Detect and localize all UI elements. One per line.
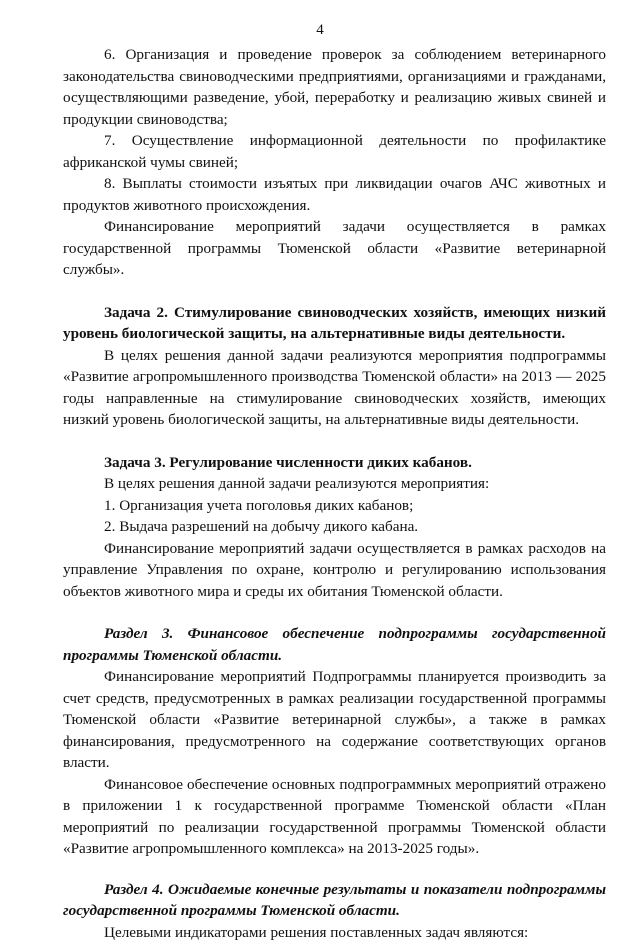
section-4-text: Целевыми индикаторами решения поставленных задач являются: [63,922,606,943]
section-3-heading: Раздел 3. Финансовое обеспечение подпрограммы государственной программы Тюменской области. [63,623,606,666]
section-4-heading: Раздел 4. Ожидаемые конечные результаты и показатели подпрограммы государственной программы Тюменской области. [63,879,606,922]
task-2-text: В целях решения данной задачи реализуются мероприятия подпрограммы «Развитие агропромышленного производства Тюменской области» на 2013 — 2025 годы направленные на стимулирование свиноводческих хозяйств, имеющих низкий уровень биологической защиты, на альтернативные виды деятельности. [63,345,606,431]
list-item-7: 7. Осуществление информационной деятельности по профилактике африканской чумы свиней; [63,130,606,173]
section-3-paragraph-2: Финансовое обеспечение основных подпрограммных мероприятий отражено в приложении 1 к государственной программе Тюменской области «План мероприятий по реализации государственной программы Тюменской области «Развитие агропромышленного комплекса» на 2013-2025 годы». [63,774,606,860]
page-number: 4 [0,20,640,42]
task-3-heading: Задача 3. Регулирование численности диких кабанов. [63,452,606,474]
financing-paragraph: Финансирование мероприятий задачи осуществляется в рамках государственной программы Тюменской области «Развитие ветеринарной службы». [63,216,606,281]
list-item-6: 6. Организация и проведение проверок за соблюдением ветеринарного законодательства свиноводческими предприятиями, организациями и гражданами, осуществляющими разведение, убой, переработку и реализацию живых свиней и продукции свиноводства; [63,44,606,130]
task-2-heading: Задача 2. Стимулирование свиноводческих хозяйств, имеющих низкий уровень биологической защиты, на альтернативные виды деятельности. [63,302,606,345]
section-3-paragraph-1: Финансирование мероприятий Подпрограммы планируется производить за счет средств, предусмотренных в рамках реализации государственной программы Тюменской области «Развитие ветеринарной службы», а также в рамках финансирования, предусмотренного на содержание соответствующих органов власти. [63,666,606,774]
task-3-intro: В целях решения данной задачи реализуются мероприятия: [63,473,606,495]
task-3-financing: Финансирование мероприятий задачи осуществляется в рамках расходов на управление Управления по охране, контролю и регулированию использования объектов животного мира и среды их обитания Тюменской области. [63,538,606,603]
task-3-item-2: 2. Выдача разрешений на добычу дикого кабана. [63,516,606,538]
list-item-8: 8. Выплаты стоимости изъятых при ликвидации очагов АЧС животных и продуктов животного происхождения. [63,173,606,216]
task-3-item-1: 1. Организация учета поголовья диких кабанов; [63,495,606,517]
page-content [63,44,606,943]
